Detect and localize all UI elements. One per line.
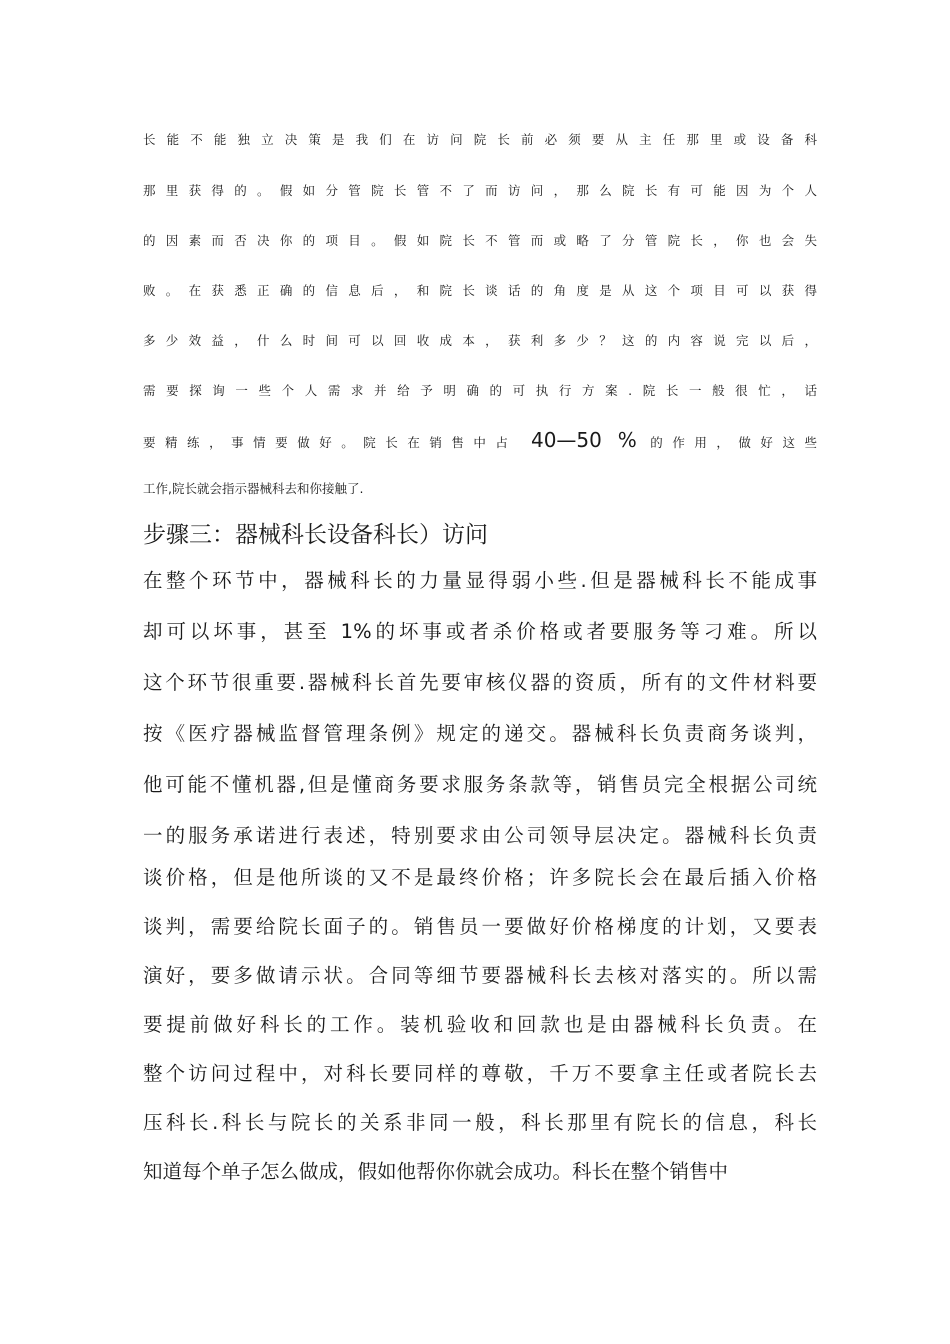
paragraph-2-line-7: 谈价格，但是他所谈的又不是最终价格；许多院长会在最后插入价格: [143, 866, 817, 889]
paragraph-2-line-6: 一的服务承诺进行表述，特别要求由公司领导层决定。器械科长负责: [143, 824, 817, 847]
paragraph-1-line-3: 的因素而否决你的项目。假如院长不管而或略了分管院长，你也会失: [143, 233, 817, 248]
paragraph-1-line-2: 那里获得的。假如分管院长管不了而访问，那么院长有可能因为个人: [143, 183, 817, 198]
paragraph-2-line-2: 却可以坏事，甚至 1%的坏事或者杀价格或者要服务等刁难。所以: [143, 620, 817, 643]
paragraph-2-line-1: 在整个环节中，器械科长的力量显得弱小些.但是器械科长不能成事: [143, 569, 817, 592]
paragraph-1-line-1: 长能不能独立决策是我们在访问院长前必须要从主任那里或设备科: [143, 132, 817, 147]
line-7-text-before: 要精练，事情要做好。院长在销售中占: [143, 435, 518, 450]
paragraph-2-line-5: 他可能不懂机器,但是懂商务要求服务条款等，销售员完全根据公司统: [143, 773, 817, 796]
paragraph-1-line-4: 败。在获悉正确的信息后，和院长谈话的角度是从这个项目可以获得: [143, 283, 817, 298]
paragraph-2-line-11: 整个访问过程中，对科长要同样的尊敬，千万不要拿主任或者院长去: [143, 1062, 817, 1085]
paragraph-1-line-5: 多少效益，什么时间可以回收成本，获利多少？这的内容说完以后，: [143, 333, 817, 348]
paragraph-2-line-4: 按《医疗器械监督管理条例》规定的递交。器械科长负责商务谈判，: [143, 722, 817, 745]
paragraph-2-line-3: 这个环节很重要.器械科长首先要审核仪器的资质，所有的文件材料要: [143, 671, 817, 694]
section-heading: 步骤三：器械科长设备科长）访问: [143, 522, 488, 548]
paragraph-2-line-12: 压科长.科长与院长的关系非同一般，科长那里有院长的信息，科长: [143, 1111, 817, 1134]
paragraph-2-line-9: 演好，要多做请示状。合同等细节要器械科长去核对落实的。所以需: [143, 964, 817, 987]
paragraph-2-line-10: 要提前做好科长的工作。装机验收和回款也是由器械科长负责。在: [143, 1013, 817, 1036]
paragraph-1-line-6: 需要探询一些个人需求并给予明确的可执行方案.院长一般很忙，话: [143, 383, 817, 398]
line-7-text-after: 的作用，做好这些: [650, 435, 817, 450]
percent-range: 40—50 %: [530, 428, 637, 452]
paragraph-1-line-7: [143, 428, 817, 452]
paragraph-2-line-8: 谈判，需要给院长面子的。销售员一要做好价格梯度的计划，又要表: [143, 915, 817, 938]
paragraph-2-last-line: 知道每个单子怎么做成，假如他帮你你就会成功。科长在整个销售中: [143, 1160, 729, 1183]
paragraph-1-last-line: 工作,院长就会指示器械科去和你接触了.: [143, 481, 364, 496]
